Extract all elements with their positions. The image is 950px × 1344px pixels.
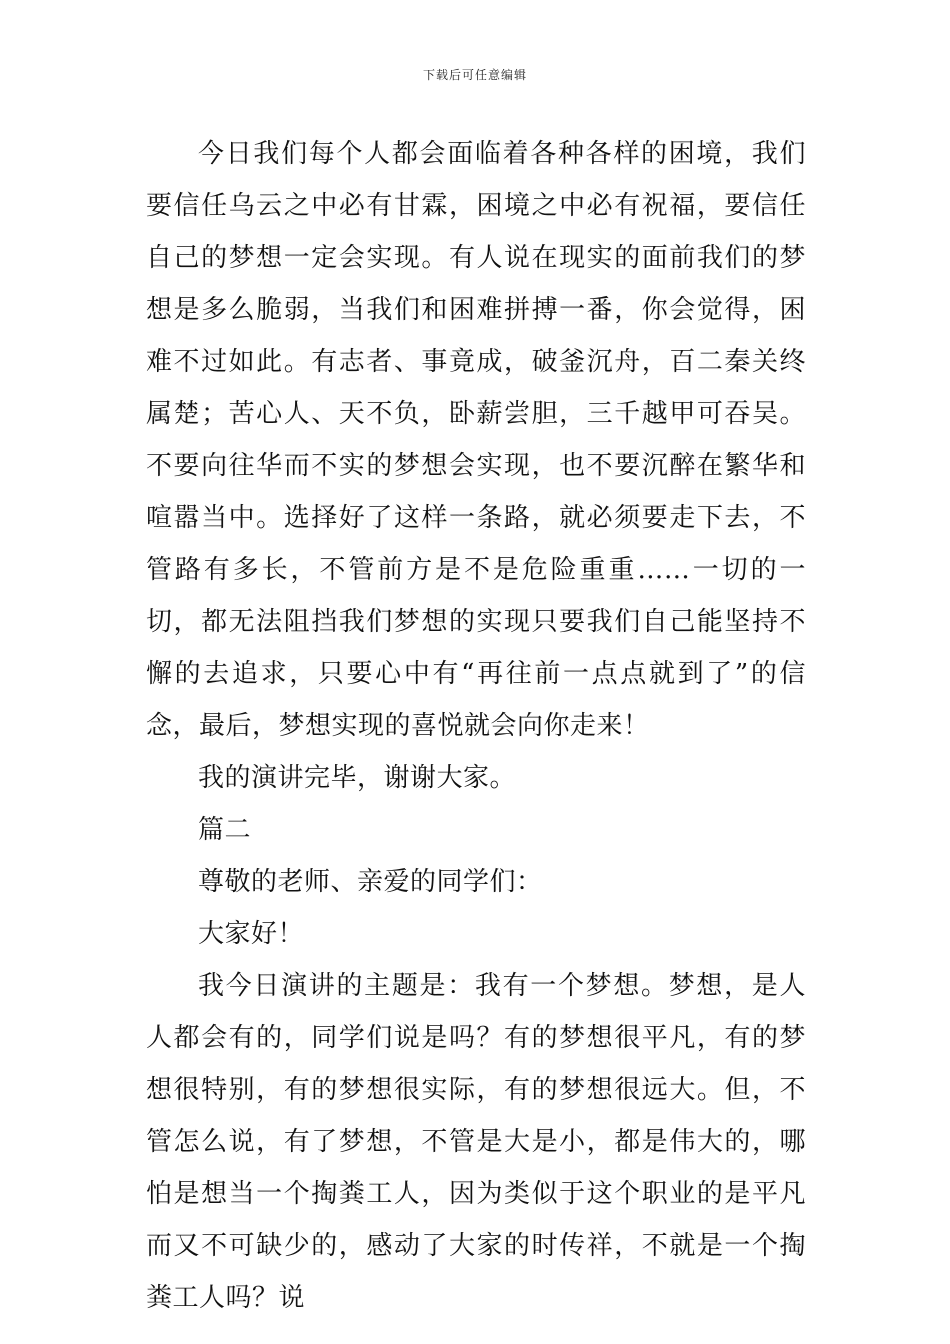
paragraph-dream-belief: 今日我们每个人都会面临着各种各样的困境，我们要信任乌云之中必有甘霖，困境之中必有祝福，要信任自己的梦想一定会实现。有人说在现实的面前我们的梦想是多么脆弱，当我们和困难拼搏一番，你会觉得，困难不过如此。有志者、事竟成，破釜沉舟，百二秦关终属楚；苦心人、天不负，卧薪尝胆，三千越甲可吞吴。不要向往华而不实的梦想会实现，也不要沉醉在繁华和喧嚣当中。选择好了这样一条路，就必须要走下去，不管路有多长，不管前方是不是危险重重……一切的一切，都无法阻挡我们梦想的实现只要我们自己能坚持不懈的去追求，只要心中有“再往前一点点就到了”的信念，最后，梦想实现的喜悦就会向你走来！ — [146, 139, 806, 741]
paragraph-closing: 我的演讲完毕，谢谢大家。 — [198, 763, 517, 793]
document-body — [146, 128, 806, 1324]
paragraph-salutation: 尊敬的老师、亲爱的同学们： — [198, 867, 543, 897]
page-header: 下载后可任意编辑 — [422, 68, 527, 82]
paragraph-speech-theme: 我今日演讲的主题是：我有一个梦想。梦想，是人人都会有的，同学们说是吗？有的梦想很平凡，有的梦想很特别，有的梦想很实际，有的梦想很远大。但，不管怎么说，有了梦想，不管是大是小，都是伟大的，哪怕是想当一个掏粪工人，因为类似于这个职业的是平凡而又不可缺少的，感动了大家的时传祥，不就是一个掏粪工人吗？说 — [146, 971, 806, 1313]
paragraph-greeting: 大家好！ — [198, 919, 305, 949]
section-heading: 篇二 — [198, 815, 252, 845]
